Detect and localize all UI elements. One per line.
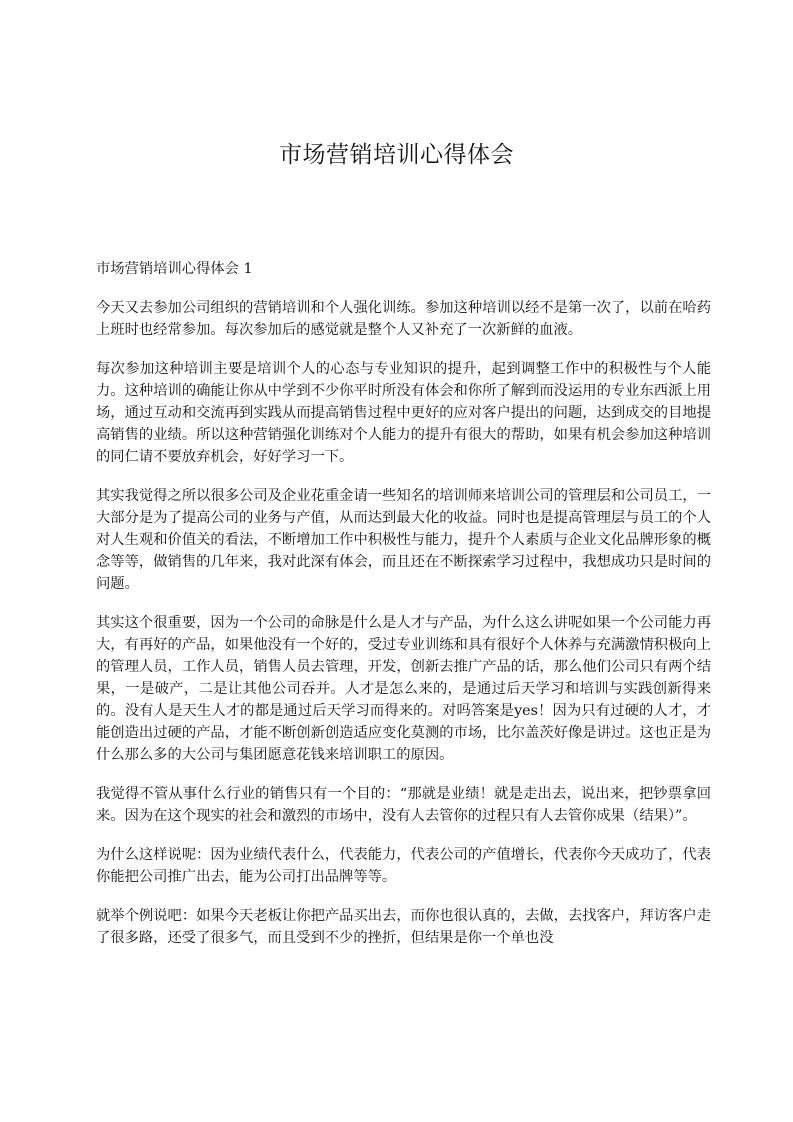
paragraph-1: 今天又去参加公司组织的营销培训和个人强化训练。参加这种培训以经不是第一次了，以前在哈药上班时也经常参加。每次参加后的感觉就是整个人又补充了一次新鲜的血液。 — [96, 300, 711, 338]
paragraph-2: 每次参加这种培训主要是培训个人的心态与专业知识的提升，起到调整工作中的积极性与个人能力。这种培训的确能让你从中学到不少你平时所没有体会和你所了解到而没运用的专业东西派上用场，通过互动和交流再到实践从而提高销售过程中更好的应对客户提出的问题，达到成交的目地提高销售的业绩。所以这种营销强化训练对个人能力的提升有很大的帮助，如果有机会参加这种培训的同仁请不要放弃机会，好好学习一下。 — [96, 361, 711, 465]
section-heading: 市场营销培训心得体会 1 — [96, 261, 253, 277]
paragraph-6: 为什么这样说呢：因为业绩代表什么，代表能力，代表公司的产值增长，代表你今天成功了，代表你能把公司推广出去，能为公司打出品牌等等。 — [96, 847, 711, 885]
document-body — [96, 258, 711, 966]
paragraph-4: 其实这个很重要，因为一个公司的命脉是什么是人才与产品，为什么这么讲呢如果一个公司能力再大，有再好的产品，如果他没有一个好的，受过专业训练和具有很好个人休养与充满激情积极向上的管理人员，工作人员，销售人员去管理，开发，创新去推广产品的话，那么他们公司只有两个结果，一是破产，二是让其他公司吞并。人才是怎么来的，是通过后天学习和培训与实践创新得来的。没有人是天生人才的都是通过后天学习而得来的。对吗答案是yes！因为只有过硬的人才，才能创造出过硬的产品，才能不断创新创造适应变化莫测的市场，比尔盖茨好像是讲过。这也正是为什么那么多的大公司与集团愿意花钱来培训职工的原因。 — [96, 615, 711, 763]
document-title: 市场营销培训心得体会 — [279, 142, 514, 168]
paragraph-3: 其实我觉得之所以很多公司及企业花重金请一些知名的培训师来培训公司的管理层和公司员工，一大部分是为了提高公司的业务与产值，从而达到最大化的收益。同时也是提高管理层与员工的个人对人生观和价值关的看法，不断增加工作中积极性与能力，提升个人素质与企业文化品牌形象的概念等等，做销售的几年来，我对此深有体会，而且还在不断探索学习过程中，我想成功只是时间的问题。 — [96, 488, 711, 592]
paragraph-5: 我觉得不管从事什么行业的销售只有一个目的：“那就是业绩！就是走出去，说出来，把钞票拿回来。因为在这个现实的社会和激烈的市场中，没有人去管你的过程只有人去管你成果（结果）”。 — [96, 786, 711, 824]
paragraph-7: 就举个例说吧：如果今天老板让你把产品买出去，而你也很认真的，去做，去找客户，拜访客户走了很多路，还受了很多气，而且受到不少的挫折，但结果是你一个单也没 — [96, 908, 711, 946]
